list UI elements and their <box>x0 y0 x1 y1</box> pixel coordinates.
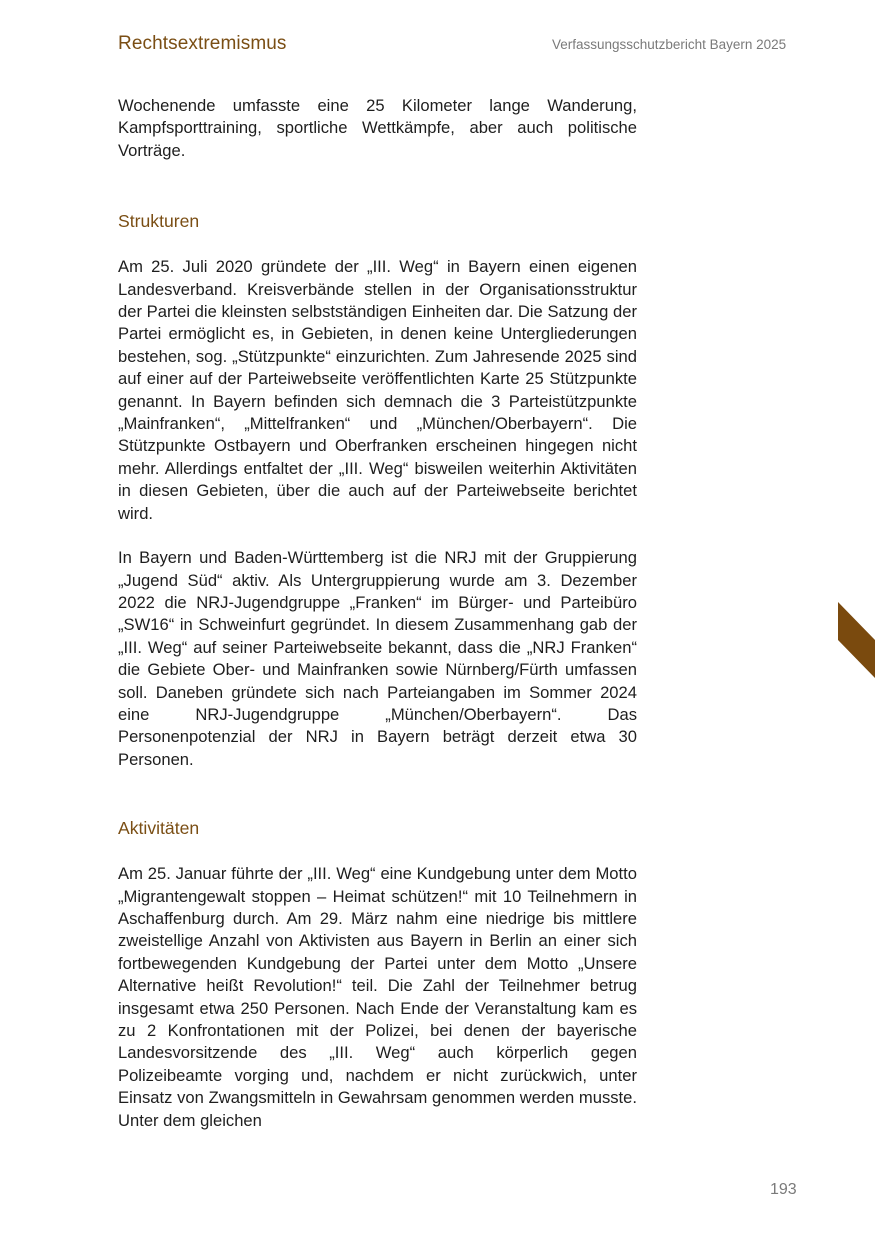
paragraph-strukturen-2: In Bayern und Baden-Württemberg ist die NRJ mit der Gruppierung „Jugend Süd“ aktiv. Als Untergruppierung wurde am 3. Dezember 2022 die NRJ-Jugendgruppe „Franken“ im Bürger- und Parteibüro „SW16“ in Schweinfurt gegründet. In diesem Zusammenhang gab der „III. Weg“ auf seiner Parteiwebseite bekannt, dass die „NRJ Franken“ die Gebiete Ober- und Mainfranken sowie Nürnberg/Fürth umfassen soll. Daneben gründete sich nach Parteiangaben im Sommer 2024 eine NRJ-Jugendgruppe „München/Oberbayern“. Das Personenpotenzial der NRJ in Bayern beträgt derzeit etwa 30 Personen. <box>118 548 637 769</box>
page-content <box>118 95 637 1132</box>
intro-paragraph: Wochenende umfasste eine 25 Kilometer lange Wanderung, Kampfsporttraining, sportliche Wettkämpfe, aber auch politische Vorträge. <box>118 96 637 160</box>
chapter-tab-marker <box>838 602 875 678</box>
page-number: 193 <box>770 1181 797 1198</box>
running-header-publication: Verfassungsschutzbericht Bayern 2025 <box>552 37 787 52</box>
section-heading-strukturen: Strukturen <box>118 211 200 232</box>
paragraph-aktivitaeten-1: Am 25. Januar führte der „III. Weg“ eine Kundgebung unter dem Motto „Migrantengewalt stoppen – Heimat schützen!“ mit 10 Teilnehmern in Aschaffenburg durch. Am 29. März nahm eine niedrige bis mittlere zweistellige Anzahl von Aktivisten aus Bayern in Berlin an einer sich fortbewegenden Kundgebung der Partei unter dem Motto „Unsere Alternative heißt Revolution!“ teil. Die Zahl der Teilnehmer betrug insgesamt etwa 250 Personen. Nach Ende der Veranstaltung kam es zu 2 Konfrontationen mit der Polizei, bei denen der bayerische Landesvorsitzende des „III. Weg“ auch körperlich gegen Polizeibeamte vorging und, nachdem er nicht zurückwich, unter Einsatz von Zwangsmitteln in Gewahrsam genommen werden musste. Unter dem gleichen <box>118 864 637 1130</box>
paragraph-strukturen-1: Am 25. Juli 2020 gründete der „III. Weg“ in Bayern einen eigenen Landesverband. Kreisverbände stellen in der Organisationsstruktur der Partei die kleinsten selbstständigen Einheiten dar. Die Satzung der Partei ermöglicht es, in Gebieten, in denen keine Untergliederungen bestehen, sog. „Stützpunkte“ einzurichten. Zum Jahresende 2025 sind auf einer auf der Parteiwebseite veröffentlichten Karte 25 Stützpunkte genannt. In Bayern befinden sich demnach die 3 Parteistützpunkte „Mainfranken“, „Mittelfranken“ und „München/Oberbayern“. Die Stützpunkte Ostbayern und Oberfranken erscheinen hingegen nicht mehr. Allerdings entfaltet der „III. Weg“ bisweilen weiterhin Aktivitäten in diesen Gebieten, über die auch auf der Parteiwebseite berichtet wird. <box>118 257 637 523</box>
chapter-tab-shape <box>838 602 875 678</box>
section-heading-aktivitaeten: Aktivitäten <box>118 818 200 839</box>
running-header-section: Rechtsextremismus <box>118 33 287 54</box>
